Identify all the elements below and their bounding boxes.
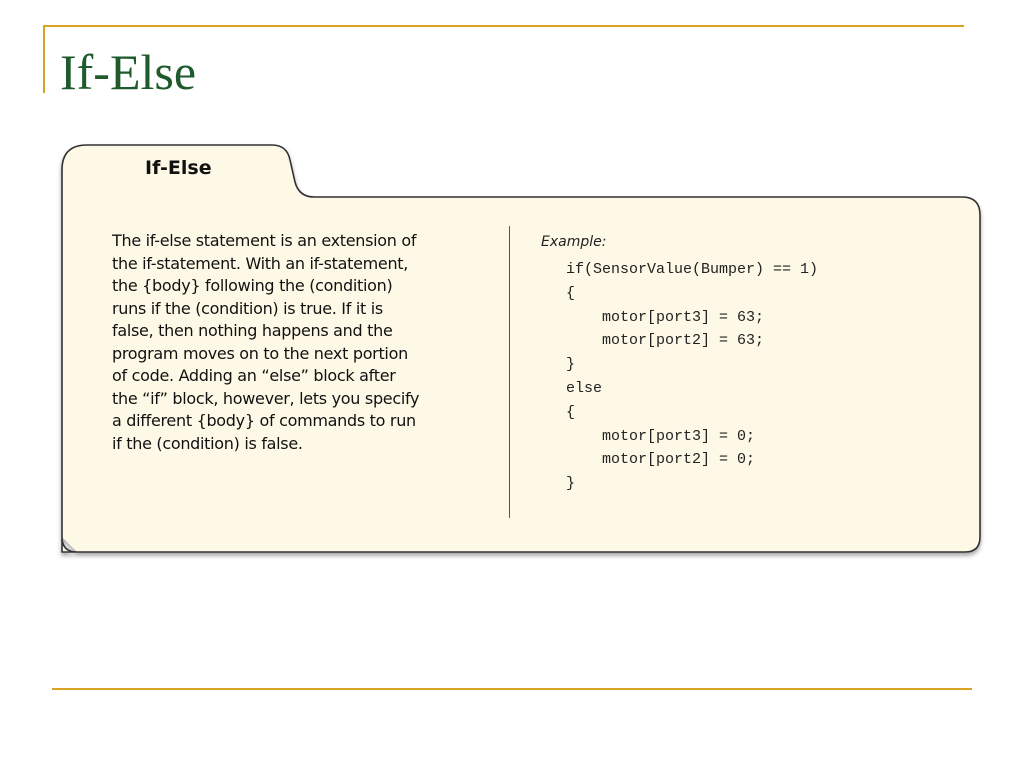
code-example — [566, 258, 818, 496]
code-line: { — [566, 284, 576, 302]
code-line: motor[port2] = 63; — [566, 332, 765, 350]
code-line: } — [566, 475, 576, 493]
description-line: program moves on to the next portion — [112, 343, 408, 363]
description-line: the if-statement. With an if-statement, — [112, 253, 409, 273]
slide-title: If-Else — [60, 44, 197, 100]
code-line: motor[port3] = 0; — [566, 427, 756, 445]
code-line: motor[port2] = 0; — [566, 451, 756, 469]
description-line: the “if” block, however, lets you specify — [112, 388, 420, 408]
description-text — [112, 230, 497, 455]
description-line: of code. Adding an “else” block after — [112, 366, 396, 385]
description-line: if the (condition) is false. — [112, 433, 303, 453]
description-line: runs if the (condition) is true. If it is — [112, 298, 383, 318]
description-line: false, then nothing happens and the — [112, 321, 393, 340]
code-line: } — [566, 356, 576, 374]
column-divider — [509, 226, 510, 518]
description-line: the {body} following the (condition) — [112, 276, 393, 295]
bottom-rule — [52, 688, 972, 690]
code-line: if(SensorValue(Bumper) == 1) — [566, 261, 819, 278]
code-line: { — [566, 403, 576, 421]
description-line: The if-else statement is an extension of — [112, 231, 417, 250]
code-line: motor[port3] = 63; — [566, 308, 765, 326]
example-label: Example: — [541, 234, 607, 250]
panel-tab-label: If-Else — [145, 157, 212, 179]
code-line: else — [566, 379, 603, 397]
description-line: a different {body} of commands to run — [112, 411, 416, 430]
